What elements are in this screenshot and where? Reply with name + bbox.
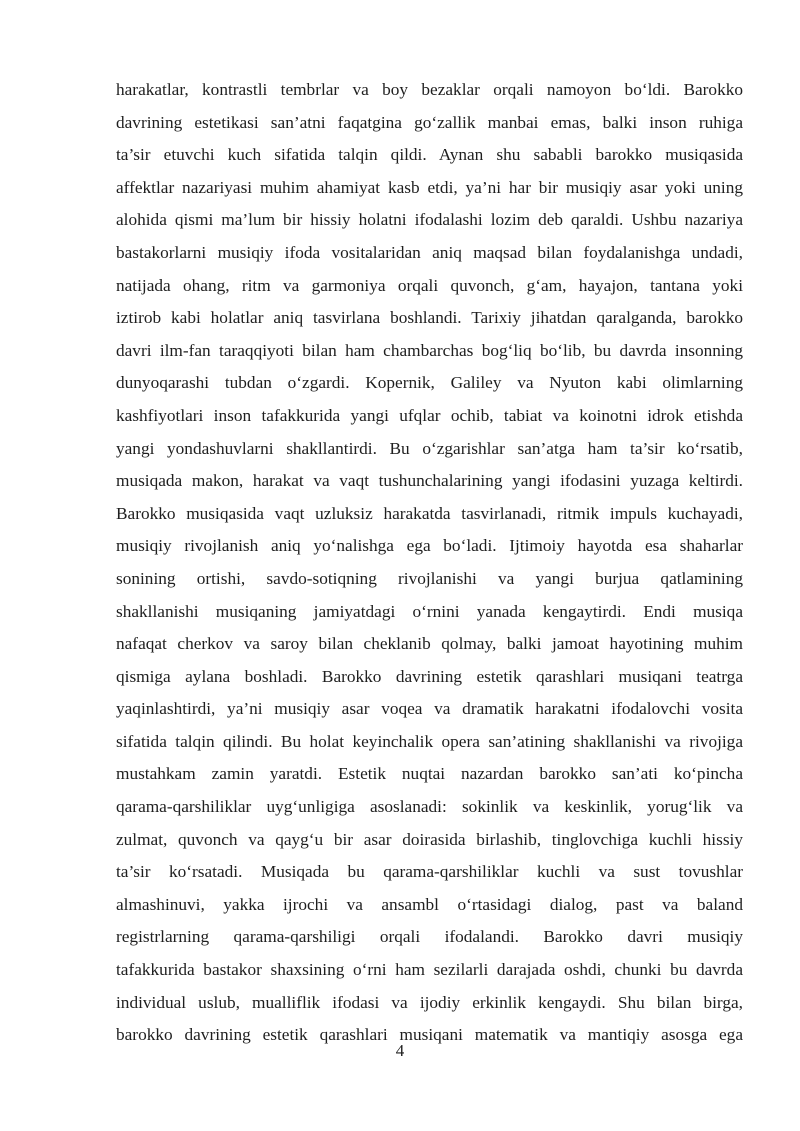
- text-line: affektlar nazariyasi muhim ahamiyat kasb etdi, ya’ni har bir musiqiy asar yoki uning: [116, 177, 743, 197]
- text-line: zulmat, quvonch va qayg‘u bir asar doirasida birlashib, tinglovchiga kuchli hissiy: [116, 829, 743, 849]
- text-line: harakatlar, kontrastli tembrlar va boy bezaklar orqali namoyon bo‘ldi. Barokko: [116, 80, 743, 99]
- text-line: registrlarning qarama-qarshiligi orqali ifodalandi. Barokko davri musiqiy: [116, 927, 743, 947]
- text-line: almashinuvi, yakka ijrochi va ansambl o‘rtasidagi dialog, past va baland: [116, 894, 743, 914]
- text-line: sifatida talqin qilindi. Bu holat keyinchalik opera san’atining shakllanishi va rivojiga: [116, 731, 743, 751]
- text-line: yaqinlashtirdi, ya’ni musiqiy asar voqea va dramatik harakatni ifodalovchi vosita: [116, 699, 743, 719]
- text-line: nafaqat cherkov va saroy bilan cheklanib qolmay, balki jamoat hayotining muhim: [116, 634, 743, 654]
- text-line: iztirob kabi holatlar aniq tasvirlana boshlandi. Tarixiy jihatdan qaralganda, barokko: [116, 308, 743, 328]
- text-line: musiqiy rivojlanish aniq yo‘nalishga ega bo‘ladi. Ijtimoiy hayotda esa shaharlar: [116, 536, 743, 556]
- text-line: tafakkurida bastakor shaxsining o‘rni ham sezilarli darajada oshdi, chunki bu davrda: [116, 960, 743, 980]
- text-line: bastakorlarni musiqiy ifoda vositalaridan aniq maqsad bilan foydalanishga undadi,: [116, 242, 743, 262]
- text-line: shakllanishi musiqaning jamiyatdagi o‘rnini yanada kengaytirdi. Endi musiqa: [116, 601, 743, 621]
- text-line: musiqada makon, harakat va vaqt tushunchalarining yangi ifodasini yuzaga keltirdi.: [116, 471, 743, 491]
- text-line: davri ilm-fan taraqqiyoti bilan ham chambarchas bog‘liq bo‘lib, bu davrda insonning: [116, 340, 743, 360]
- text-line: qismiga aylana boshladi. Barokko davrining estetik qarashlari musiqani teatrga: [116, 666, 743, 686]
- text-line: Barokko musiqasida vaqt uzluksiz harakatda tasvirlanadi, ritmik impuls kuchayadi,: [116, 503, 743, 523]
- text-line: ta’sir etuvchi kuch sifatida talqin qildi. Aynan shu sababli barokko musiqasida: [116, 145, 743, 165]
- text-line: kashfiyotlari inson tafakkurida yangi ufqlar ochib, tabiat va koinotni idrok etishda: [116, 405, 743, 425]
- text-line: yangi yondashuvlarni shakllantirdi. Bu o‘zgarishlar san’atga ham ta’sir ko‘rsatib,: [116, 438, 743, 458]
- text-line: individual uslub, mualliflik ifodasi va ijodiy erkinlik kengaydi. Shu bilan birga,: [116, 992, 743, 1012]
- page-number: 4: [395, 1041, 405, 1060]
- text-line: dunyoqarashi tubdan o‘zgardi. Kopernik, Galiley va Nyuton kabi olimlarning: [116, 373, 743, 393]
- text-line: barokko davrining estetik qarashlari musiqani matematik va mantiqiy asosga ega: [116, 1025, 743, 1045]
- text-line: davrining estetikasi san’atni faqatgina go‘zallik manbai emas, balki inson ruhiga: [116, 112, 743, 132]
- text-line: ta’sir ko‘rsatadi. Musiqada bu qarama-qarshiliklar kuchli va sust tovushlar: [116, 862, 743, 882]
- text-line: sonining ortishi, savdo-sotiqning rivojlanishi va yangi burjua qatlamining: [116, 568, 743, 588]
- text-line: alohida qismi ma’lum bir hissiy holatni ifodalashi lozim deb qaraldi. Ushbu nazariya: [116, 210, 743, 230]
- text-line: qarama-qarshiliklar uyg‘unligiga asoslanadi: sokinlik va keskinlik, yorug‘lik va: [116, 797, 743, 817]
- text-line: natijada ohang, ritm va garmoniya orqali quvonch, g‘am, hayajon, tantana yoki: [116, 275, 743, 295]
- body-paragraph: [116, 74, 743, 1052]
- text-line: mustahkam zamin yaratdi. Estetik nuqtai nazardan barokko san’ati ko‘pincha: [116, 764, 743, 784]
